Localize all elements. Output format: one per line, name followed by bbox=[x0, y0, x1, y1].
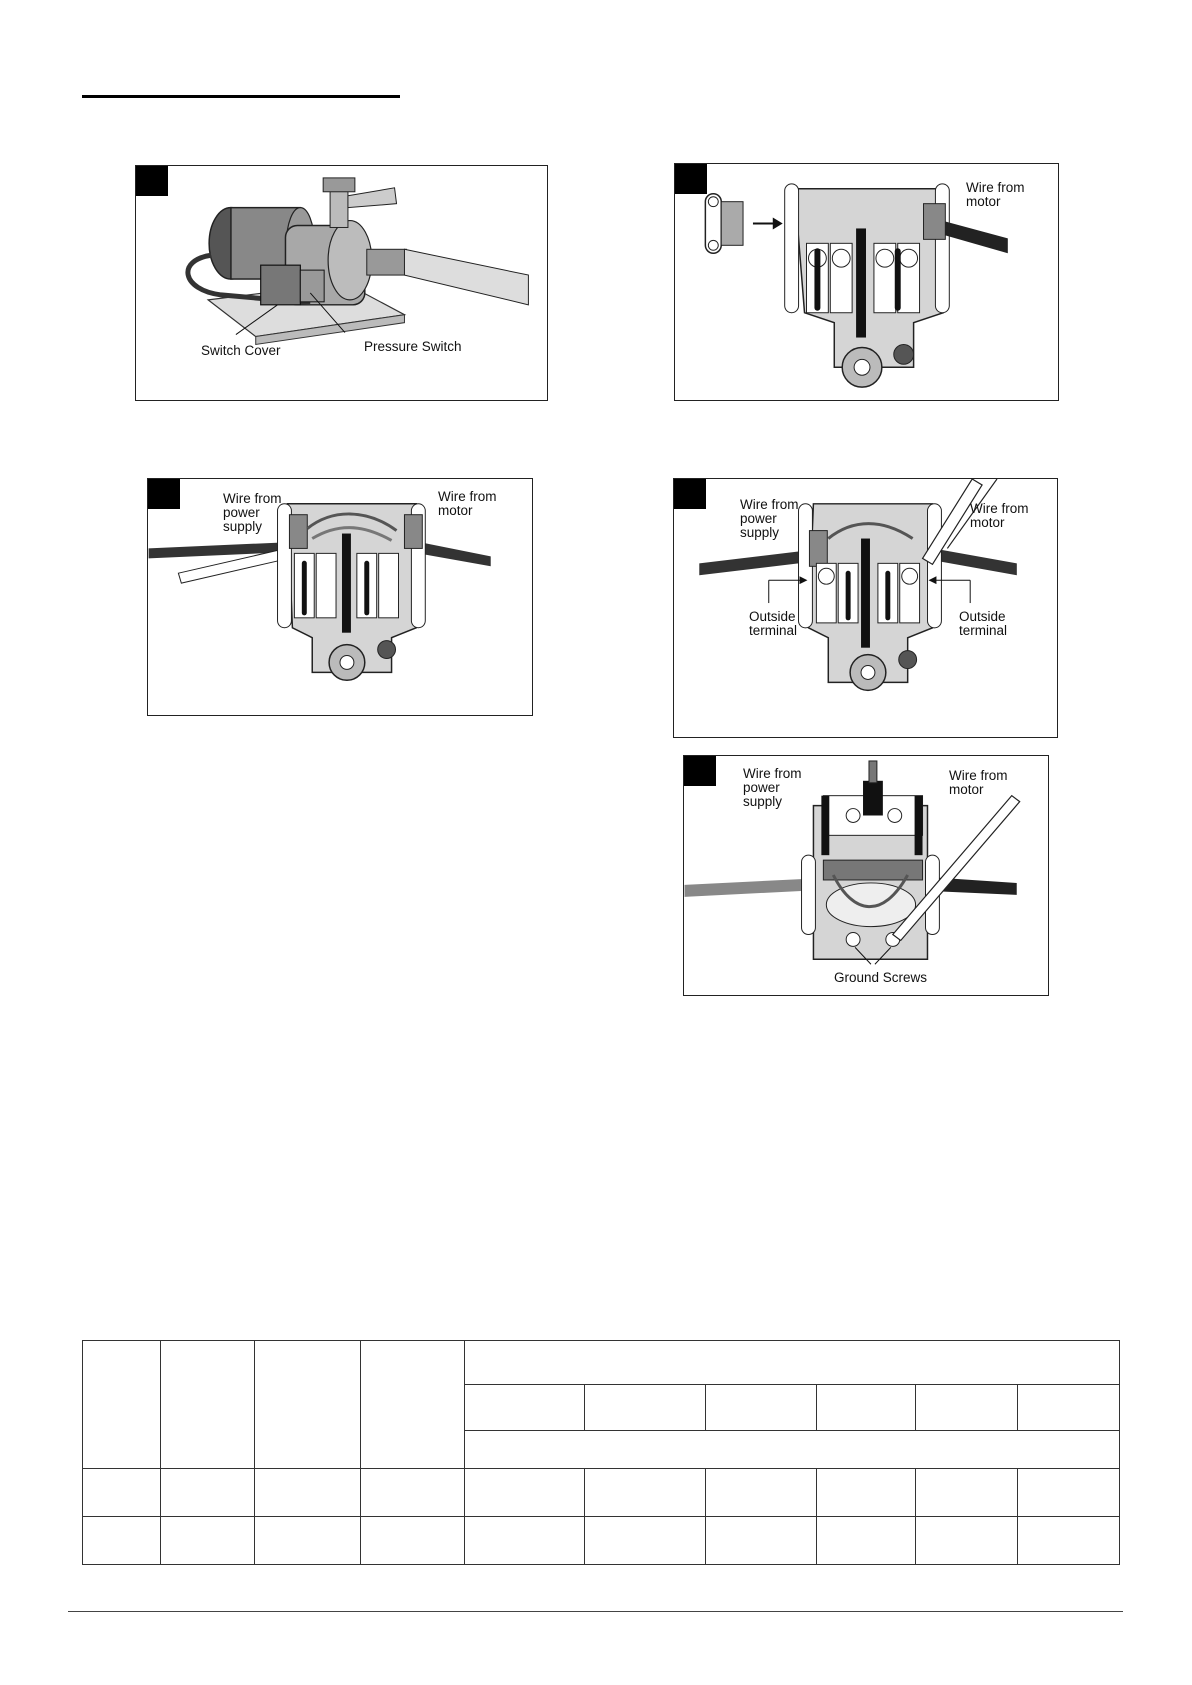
figure-pump-switch-cover bbox=[135, 165, 548, 401]
section-heading-rule bbox=[82, 95, 400, 98]
table-header-cell bbox=[255, 1341, 361, 1469]
label-outside-terminal-left: Outside terminal bbox=[749, 609, 798, 638]
table-header-cell bbox=[916, 1385, 1018, 1431]
table-header-cell bbox=[465, 1385, 585, 1431]
label-outside-terminal-right: Outside terminal bbox=[959, 609, 1008, 638]
label-pressure-switch: Pressure Switch bbox=[364, 339, 462, 354]
pump-illustration bbox=[136, 166, 547, 400]
table-header-cell bbox=[585, 1385, 706, 1431]
label-wire-from-motor: Wire from motor bbox=[966, 180, 1025, 209]
table-header-cell bbox=[1018, 1385, 1120, 1431]
figure-wiring-power-motor bbox=[147, 478, 533, 716]
label-wire-from-power-supply: Wire from power supply bbox=[223, 491, 282, 534]
label-wire-from-motor: Wire from motor bbox=[438, 489, 497, 518]
table-row bbox=[83, 1517, 1120, 1565]
label-wire-from-power-supply: Wire from power supply bbox=[740, 497, 799, 540]
table-header-cell bbox=[161, 1341, 255, 1469]
table-header-cell bbox=[465, 1431, 1120, 1469]
table-header-cell bbox=[83, 1341, 161, 1469]
table-header-cell bbox=[465, 1341, 1120, 1385]
table-header-cell bbox=[706, 1385, 817, 1431]
footer-rule bbox=[68, 1611, 1123, 1612]
figure-outside-terminals bbox=[673, 478, 1058, 738]
label-wire-from-motor: Wire from motor bbox=[949, 768, 1008, 797]
figure-ground-screws bbox=[683, 755, 1049, 996]
table-header-cell bbox=[817, 1385, 916, 1431]
figure-pressure-switch-connector bbox=[674, 163, 1059, 401]
label-ground-screws: Ground Screws bbox=[834, 970, 928, 985]
table-row bbox=[83, 1469, 1120, 1517]
table-header-cell bbox=[361, 1341, 465, 1469]
label-wire-from-power-supply: Wire from power supply bbox=[743, 766, 802, 809]
label-wire-from-motor: Wire from motor bbox=[970, 501, 1029, 530]
label-switch-cover: Switch Cover bbox=[201, 343, 281, 358]
specification-table bbox=[82, 1340, 1120, 1565]
